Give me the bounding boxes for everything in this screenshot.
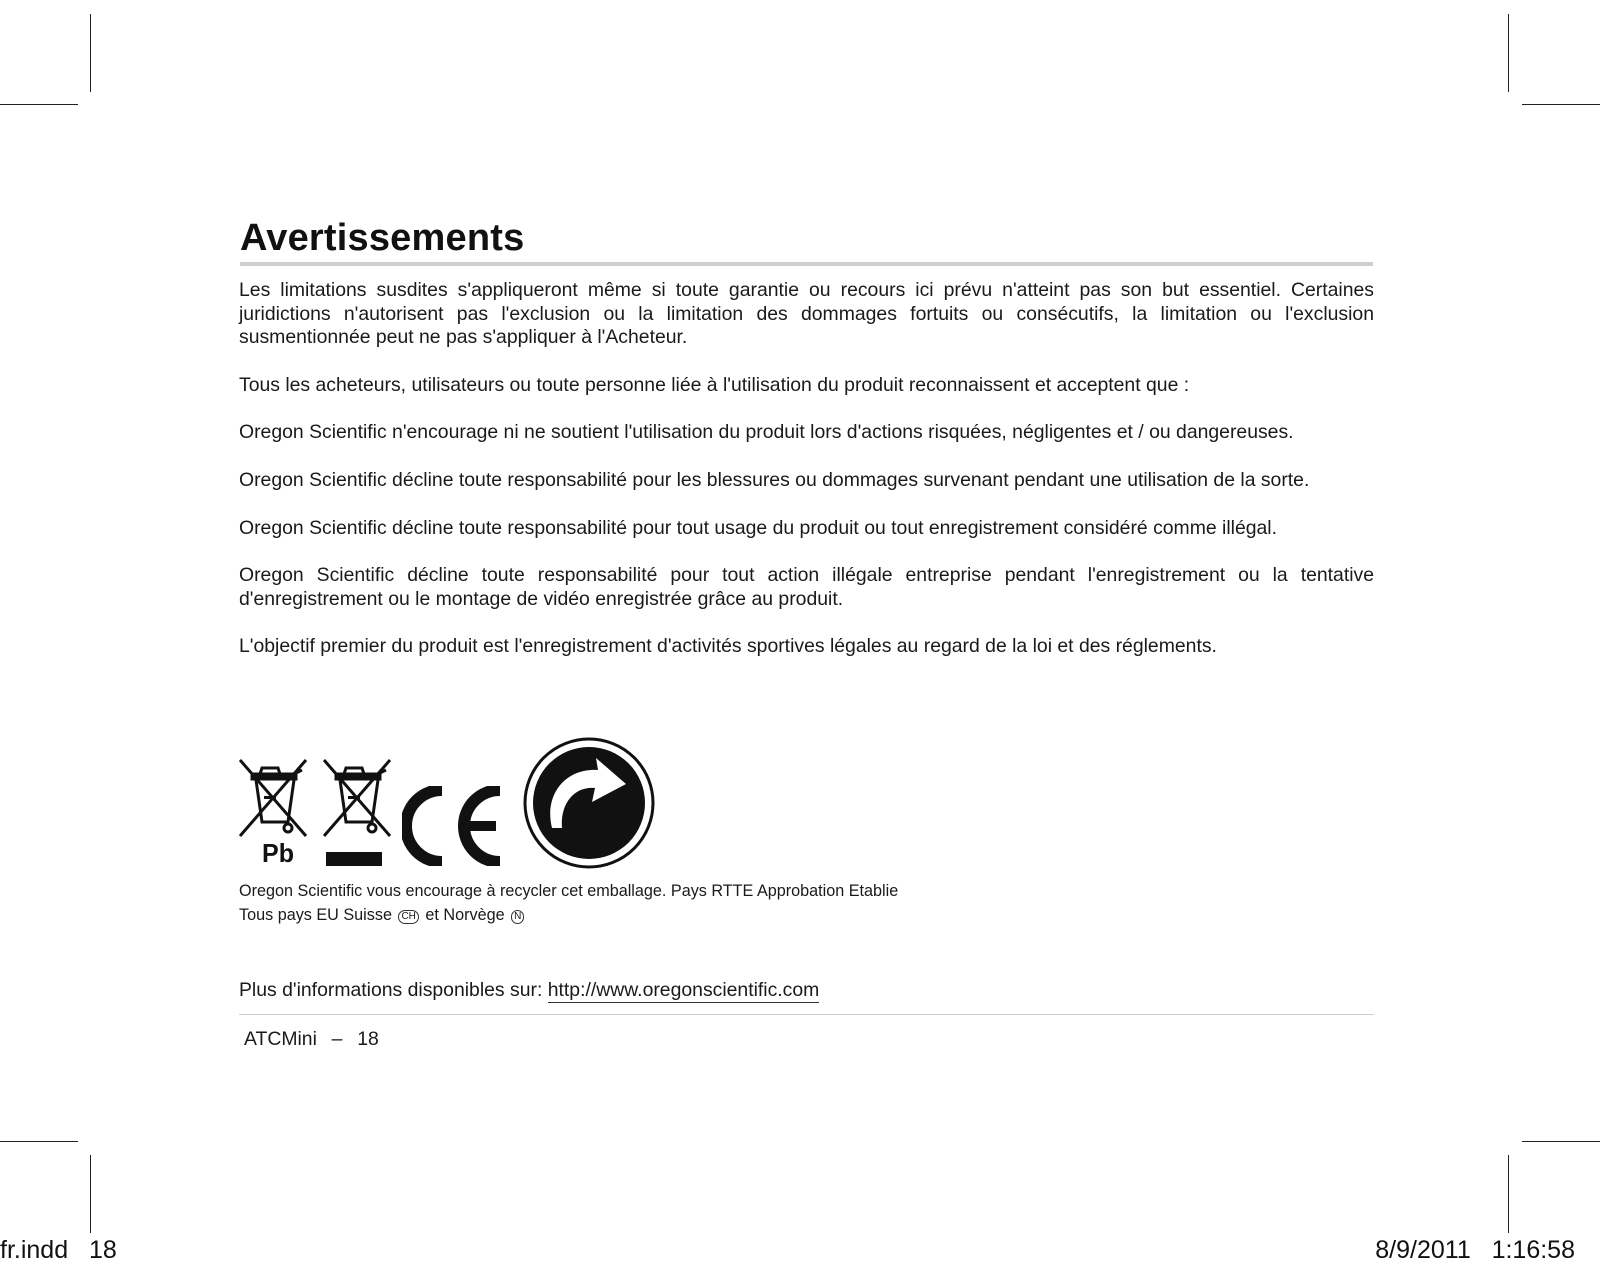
pb-label: Pb [262, 838, 294, 868]
crop-mark-top-left-vertical [90, 14, 91, 92]
recycle-notice-norway: et Norvège [425, 906, 505, 924]
paragraph-limitations: Les limitations susdites s'appliqueront même si toute garantie ou recours ici prévu n'atteint pas son but essentiel. Certaines juridictions n'autorisent pas l'exclusion ou la limitation des dommages fortuits ou consécutifs, la limitation ou l'exclusion susmentionnée peut ne pas s'appliquer à l'Acheteur. [239, 279, 1374, 349]
paragraph-illegal-use-disclaimer: Oregon Scientific décline toute responsabilité pour tout usage du produit ou tout enregistrement considéré comme illégal. [239, 516, 1278, 539]
recycle-notice-countries: Tous pays EU Suisse [239, 906, 392, 924]
website-link[interactable]: http://www.oregonscientific.com [547, 979, 820, 1001]
n-badge: N [511, 910, 524, 924]
recycle-notice [239, 879, 898, 927]
ch-badge: CH [398, 910, 418, 924]
paragraph-injury-disclaimer: Oregon Scientific décline toute responsabilité pour les blessures ou dommages survenant pendant une utilisation de la sorte. [239, 468, 1310, 491]
warnings-body [239, 279, 1374, 683]
print-slug-file: fr.indd 18 [0, 1236, 117, 1264]
ce-mark-icon [402, 786, 506, 866]
paragraph-acknowledgement: Tous les acheteurs, utilisateurs ou toute personne liée à l'utilisation du produit reconnaissent et acceptent que : [239, 373, 1190, 396]
more-info [239, 978, 819, 1002]
footer-divider [239, 1014, 1374, 1015]
paragraph-product-purpose: L'objectif premier du produit est l'enregistrement d'activités sportives légales au regard de la loi et des réglements. [239, 635, 1217, 658]
crop-mark-bottom-left-vertical [90, 1155, 91, 1233]
crop-mark-bottom-left-horizontal [0, 1141, 78, 1142]
recycle-notice-line2 [239, 903, 898, 927]
weee-battery-pb-icon [238, 738, 314, 872]
crop-mark-top-right-horizontal [1522, 104, 1600, 105]
page-title: Avertissements [240, 217, 525, 259]
crop-mark-top-right-vertical [1508, 14, 1509, 92]
print-slug-date: 8/9/2011 1:16:58 [1375, 1236, 1575, 1264]
crop-mark-bottom-right-vertical [1508, 1155, 1509, 1233]
more-info-label: Plus d'informations disponibles sur: [239, 979, 543, 1001]
page-number: ATCMini – 18 [244, 1028, 379, 1050]
title-divider [240, 262, 1373, 266]
crop-mark-top-left-horizontal [0, 104, 78, 105]
compliance-logos [238, 738, 658, 878]
weee-bin-icon [322, 738, 398, 872]
green-dot-recycling-icon [522, 736, 656, 870]
paragraph-illegal-action-disclaimer: Oregon Scientific décline toute responsabilité pour tout action illégale entreprise pendant l'enregistrement ou la tentative d'enregistrement ou le montage de vidéo enregistrée grâce au produit. [239, 564, 1374, 610]
paragraph-no-encouragement: Oregon Scientific n'encourage ni ne soutient l'utilisation du produit lors d'actions risquées, négligentes et / ou dangereuses. [239, 421, 1294, 444]
crop-mark-bottom-right-horizontal [1522, 1141, 1600, 1142]
recycle-notice-line1: Oregon Scientific vous encourage à recycler cet emballage. Pays RTTE Approbation Etablie [239, 882, 899, 900]
